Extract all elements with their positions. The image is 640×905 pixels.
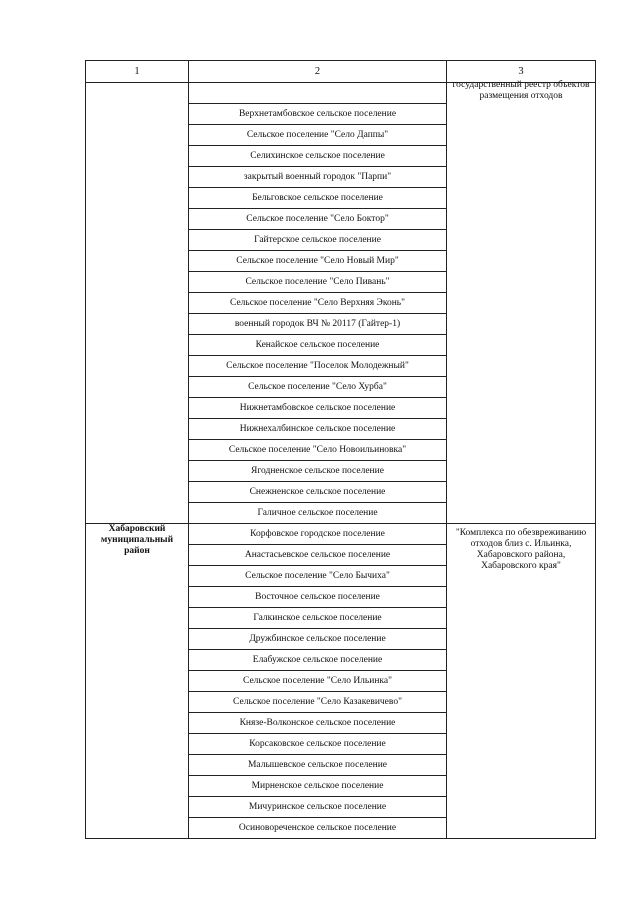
settlement-cell: Нижнехалбинское сельское поселение — [189, 419, 447, 440]
settlement-cell: Галкинское сельское поселение — [189, 608, 447, 629]
settlement-cell: Анастасьевское сельское поселение — [189, 545, 447, 566]
settlement-cell: Сельское поселение "Село Даппы" — [189, 125, 447, 146]
settlement-cell: Восточное сельское поселение — [189, 587, 447, 608]
settlement-cell: Сельское поселение "Село Новый Мир" — [189, 251, 447, 272]
settlement-cell: Кенайское сельское поселение — [189, 335, 447, 356]
settlement-cell: военный городок ВЧ № 20117 (Гайтер-1) — [189, 314, 447, 335]
settlement-cell: Сельское поселение "Село Ильинка" — [189, 671, 447, 692]
settlement-cell: Гайтерское сельское поселение — [189, 230, 447, 251]
header-col-2: 2 — [189, 61, 447, 83]
group1-waste-facility-text: государственный реестр объектов размещения отходов — [452, 80, 590, 101]
header-col-3: 3 — [447, 61, 596, 83]
settlement-cell: Осиновореченское сельское поселение — [189, 818, 447, 839]
settlement-cell: Сельское поселение "Село Боктор" — [189, 209, 447, 230]
settlement-cell: Дружбинское сельское поселение — [189, 629, 447, 650]
settlement-cell: Елабужское сельское поселение — [189, 650, 447, 671]
header-col-1: 1 — [86, 61, 189, 83]
settlement-cell: Сельское поселение "Село Верхняя Эконь" — [189, 293, 447, 314]
settlements-table — [85, 60, 596, 839]
group2-waste-facility-text: "Комплекса по обезвреживанию отходов близ с. Ильинка, Хабаровского района, Хабаровского края" — [455, 528, 587, 571]
settlement-cell: Сельское поселение "Село Казакевичево" — [189, 692, 447, 713]
group2-district-cell: Хабаровский муниципальный район — [86, 524, 189, 839]
settlement-cell: Ягодненское сельское поселение — [189, 461, 447, 482]
settlement-cell: Мирненское сельское поселение — [189, 776, 447, 797]
settlement-cell: Верхнетамбовское сельское поселение — [189, 104, 447, 125]
settlement-cell: Сельское поселение "Село Хурба" — [189, 377, 447, 398]
settlement-cell: Нижнетамбовское сельское поселение — [189, 398, 447, 419]
settlement-cell: Селихинское сельское поселение — [189, 146, 447, 167]
settlement-cell: закрытый военный городок "Парпи" — [189, 167, 447, 188]
settlement-cell: Бельговское сельское поселение — [189, 188, 447, 209]
settlement-cell: Малышевское сельское поселение — [189, 755, 447, 776]
settlement-cell: Снежненское сельское поселение — [189, 482, 447, 503]
settlement-cell: Сельское поселение "Поселок Молодежный" — [189, 356, 447, 377]
settlement-cell: Сельское поселение "Село Пивань" — [189, 272, 447, 293]
settlement-cell — [189, 83, 447, 104]
settlement-cell: Сельское поселение "Село Бычиха" — [189, 566, 447, 587]
table-row — [86, 83, 596, 104]
group2-facility-cell — [447, 524, 596, 839]
settlement-cell: Князе-Волконское сельское поселение — [189, 713, 447, 734]
group1-facility-cell — [447, 80, 596, 524]
settlement-cell: Мичуринское сельское поселение — [189, 797, 447, 818]
table-row — [86, 524, 596, 545]
settlement-cell: Корфовское городское поселение — [189, 524, 447, 545]
settlement-cell: Галичное сельское поселение — [189, 503, 447, 524]
settlement-cell: Корсаковское сельское поселение — [189, 734, 447, 755]
group1-district-cell — [86, 83, 189, 524]
settlement-cell: Сельское поселение "Село Новоильиновка" — [189, 440, 447, 461]
